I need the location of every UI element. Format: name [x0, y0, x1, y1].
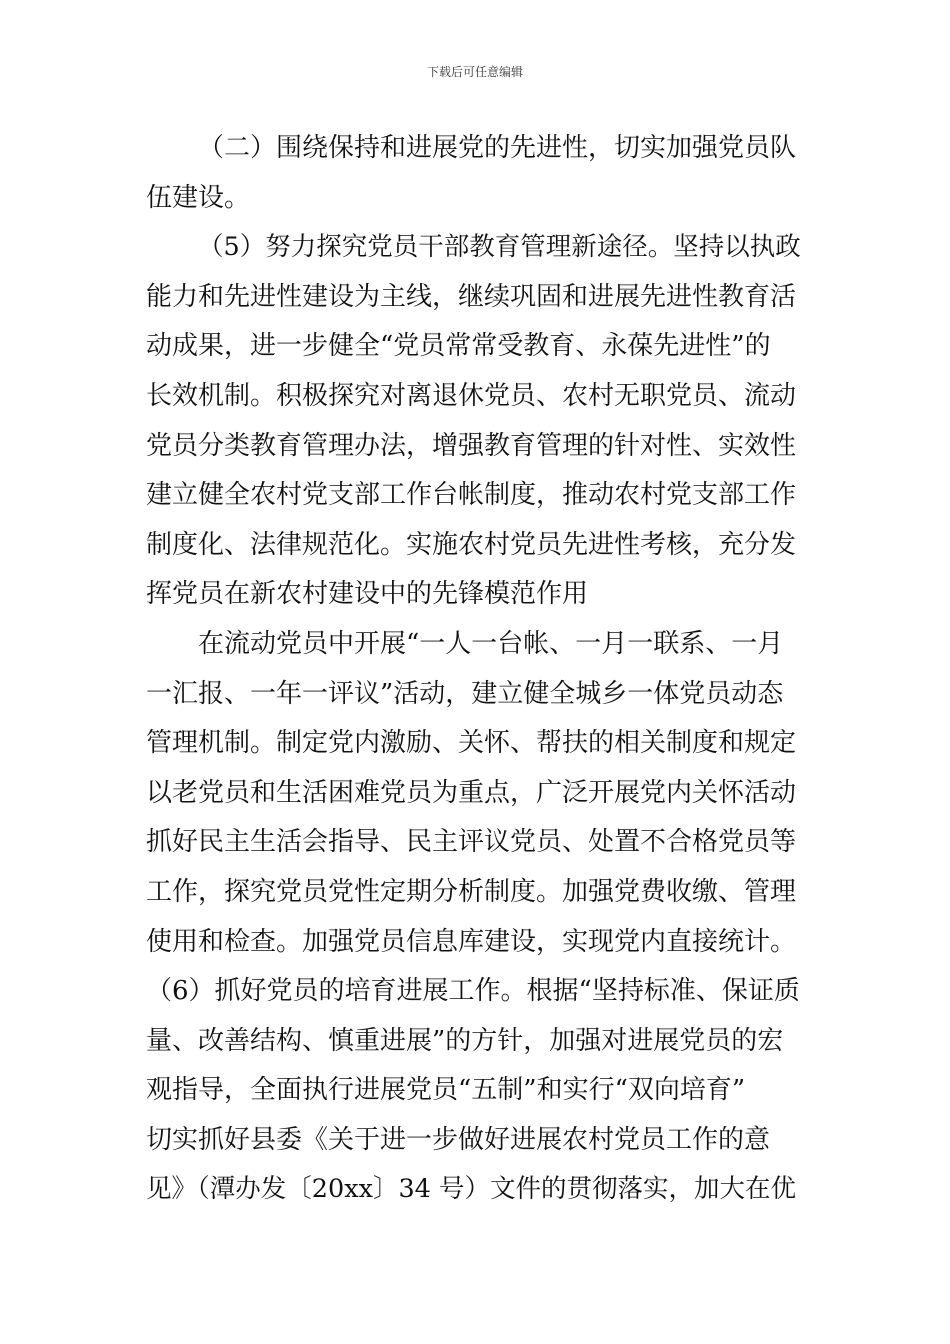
text-line: 使用和检查。加强党员信息库建设，实现党内直接统计。 — [146, 926, 797, 957]
text-line: （二）围绕保持和进展党的先进性，切实加强党员队 — [198, 133, 797, 163]
text-line: 工作，探究党员党性定期分析制度。加强党费收缴、管理 — [146, 876, 797, 907]
text-line: 建立健全农村党支部工作台帐制度，推动农村党支部工作 — [146, 480, 797, 511]
text-line: 见》（潭办发〔20xx〕34 号）文件的贯彻落实，加大在优 — [146, 1174, 797, 1205]
text-line: 观指导，全面执行进展党员“五制”和实行“双向培育” — [146, 1075, 746, 1106]
text-line: 量、改善结构、慎重进展”的方针，加强对进展党员的宏 — [146, 1025, 784, 1056]
text-line: 管理机制。制定党内激励、关怀、帮扶的相关制度和规定 — [146, 728, 797, 759]
page-header: 下载后可任意编辑 — [426, 65, 523, 79]
text-line: 以老党员和生活困难党员为重点，广泛开展党内关怀活动 — [146, 777, 797, 808]
text-line: 在流动党员中开展“一人一台帐、一月一联系、一月 — [198, 628, 784, 659]
text-line: 切实抓好县委《关于进一步做好进展农村党员工作的意 — [146, 1124, 771, 1155]
text-line: （5）努力探究党员干部教育管理新途径。坚持以执政 — [198, 232, 801, 263]
text-line: 挥党员在新农村建设中的先锋模范作用 — [146, 579, 589, 610]
text-line: 制度化、法律规范化。实施农村党员先进性考核，充分发 — [146, 529, 797, 560]
document-body — [146, 124, 806, 1215]
text-line: 党员分类教育管理办法，增强教育管理的针对性、实效性 — [146, 430, 797, 461]
text-line: （6）抓好党员的培育进展工作。根据“坚持标准、保证质 — [146, 976, 800, 1007]
text-line: 长效机制。积极探究对离退休党员、农村无职党员、流动 — [146, 380, 797, 411]
text-line: 伍建设。 — [146, 182, 251, 213]
text-line: 一汇报、一年一评议”活动，建立健全城乡一体党员动态 — [146, 678, 784, 709]
text-line: 动成果，进一步健全“党员常常受教育、永葆先进性”的 — [146, 331, 771, 362]
text-line: 能力和先进性建设为主线，继续巩固和进展先进性教育活 — [146, 281, 797, 312]
text-line: 抓好民主生活会指导、民主评议党员、处置不合格党员等 — [146, 827, 797, 858]
